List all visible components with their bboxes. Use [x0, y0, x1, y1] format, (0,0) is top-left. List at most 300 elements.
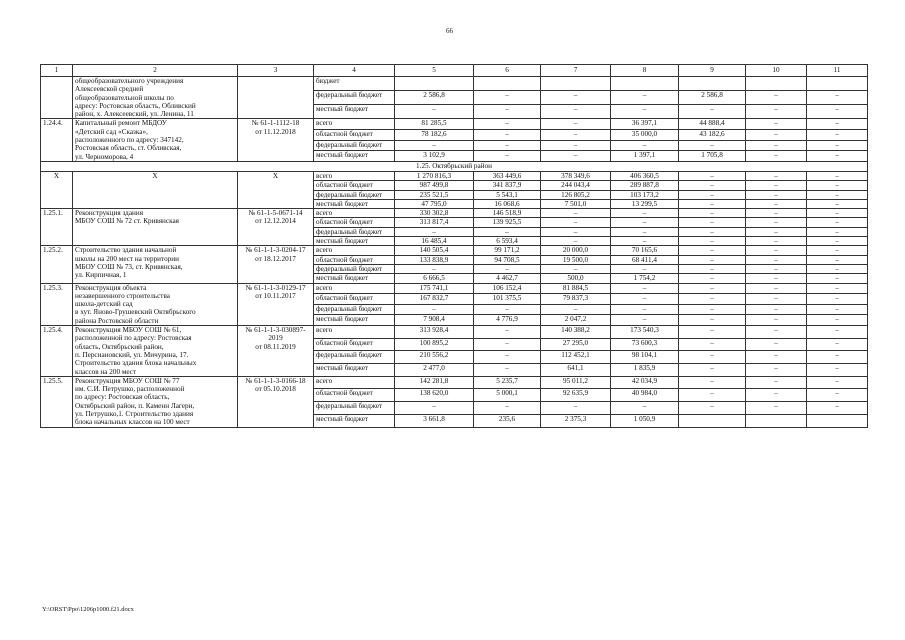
cell-text-line: № 61-1-1-3-0166-18 — [245, 376, 306, 385]
amount-cell: 1 705,8 — [679, 151, 746, 162]
amount-cell: 101 375,5 — [474, 294, 541, 305]
cell-text-line: МБОУ СОШ № 73, ст. Кривянская, — [75, 262, 183, 271]
page-number: 66 — [446, 27, 453, 35]
document-ref-cell — [238, 119, 314, 161]
amount-cell: – — [474, 264, 541, 273]
amount-cell: 406 360,5 — [611, 171, 679, 180]
cell-text-line: от 12.12.2014 — [255, 217, 296, 226]
funding-source-cell: федеральный бюджет — [314, 351, 395, 364]
cell-text-line: Реконструкция МБОУ СОШ № 61, — [75, 326, 182, 335]
amount-cell: 138 620,0 — [395, 389, 474, 402]
document-ref-cell — [238, 283, 314, 325]
table-row — [41, 283, 868, 294]
amount-cell: – — [611, 402, 679, 415]
amount-cell: 4 776,9 — [474, 315, 541, 326]
amount-cell: – — [807, 105, 868, 119]
amount-cell: – — [807, 351, 868, 364]
amount-cell: 7 501,0 — [541, 199, 611, 208]
amount-cell: – — [541, 209, 611, 218]
amount-cell: 6 593,4 — [474, 237, 541, 246]
column-number-cell: 3 — [238, 65, 314, 77]
section-title: 1.25. Октябрьский район — [41, 161, 868, 171]
amount-cell: – — [807, 181, 868, 190]
amount-cell: 6 666,5 — [395, 274, 474, 283]
amount-cell: 140 505,4 — [395, 246, 474, 255]
cell-text-line: от 10.11.2017 — [255, 291, 296, 300]
amount-cell — [541, 77, 611, 91]
funding-source-cell: местный бюджет — [314, 274, 395, 283]
amount-cell: 103 173,2 — [611, 190, 679, 199]
column-number-cell: 9 — [679, 65, 746, 77]
object-name-cell — [73, 209, 238, 246]
amount-cell: 106 152,4 — [474, 283, 541, 294]
amount-cell: 5 543,1 — [474, 190, 541, 199]
amount-cell: – — [746, 119, 807, 130]
amount-cell: 92 635,9 — [541, 389, 611, 402]
amount-cell: – — [746, 389, 807, 402]
amount-cell: 7 908,4 — [395, 315, 474, 326]
amount-cell: – — [807, 199, 868, 208]
amount-cell: – — [807, 237, 868, 246]
amount-cell: 112 452,1 — [541, 351, 611, 364]
amount-cell: 43 182,6 — [679, 130, 746, 141]
amount-cell: 81 884,5 — [541, 283, 611, 294]
funding-source-cell: областной бюджет — [314, 338, 395, 351]
object-name-cell — [73, 326, 238, 377]
amount-cell: 139 925,5 — [474, 218, 541, 227]
amount-cell: 210 556,2 — [395, 351, 474, 364]
amount-cell: – — [395, 227, 474, 236]
funding-source-cell: всего — [314, 246, 395, 255]
document-ref-cell — [238, 326, 314, 377]
amount-cell: – — [395, 402, 474, 415]
amount-cell — [474, 77, 541, 91]
amount-cell: – — [679, 304, 746, 315]
funding-source-cell: областной бюджет — [314, 130, 395, 141]
amount-cell: – — [611, 140, 679, 151]
amount-cell: – — [474, 338, 541, 351]
amount-cell: – — [746, 402, 807, 415]
cell-text-line: школы на 200 мест на территории — [75, 254, 179, 263]
amount-cell: – — [611, 209, 679, 218]
amount-cell: 363 449,6 — [474, 171, 541, 180]
funding-source-cell: местный бюджет — [314, 237, 395, 246]
funding-source-cell: областной бюджет — [314, 389, 395, 402]
cell-text-line: 2019 — [268, 334, 283, 343]
cell-text-line: область, Октябрьский район, — [75, 342, 164, 351]
amount-cell: – — [474, 304, 541, 315]
column-number-row — [41, 65, 868, 77]
funding-source-cell: местный бюджет — [314, 199, 395, 208]
amount-cell: – — [807, 294, 868, 305]
amount-cell: – — [807, 264, 868, 273]
amount-cell: – — [679, 199, 746, 208]
amount-cell: – — [541, 105, 611, 119]
cell-text-line: № 61-1-1-3-030897- — [245, 326, 306, 335]
cell-text-line: расположенной по адресу: Ростовская — [75, 334, 192, 343]
amount-cell: 98 104,1 — [611, 351, 679, 364]
item-number-cell: 1.25.3. — [41, 283, 73, 325]
amount-cell: – — [611, 304, 679, 315]
amount-cell: – — [474, 91, 541, 105]
amount-cell: – — [746, 351, 807, 364]
cell-text-line: МБОУ СОШ № 72 ст. Кривянская — [75, 217, 179, 226]
amount-cell: 13 299,5 — [611, 199, 679, 208]
amount-cell: – — [541, 227, 611, 236]
cell-text-line: классов на 200 мест — [75, 367, 137, 376]
funding-source-cell: федеральный бюджет — [314, 190, 395, 199]
funding-source-cell: областной бюджет — [314, 218, 395, 227]
amount-cell: – — [679, 209, 746, 218]
amount-cell: – — [746, 294, 807, 305]
amount-cell: 2 477,0 — [395, 364, 474, 377]
amount-cell: – — [807, 246, 868, 255]
amount-cell: 2 375,3 — [541, 414, 611, 427]
amount-cell: – — [746, 190, 807, 199]
cell-text-line: блока начальных классов на 100 мест — [75, 418, 190, 427]
cell-text-line: Реконструкция объекта — [75, 283, 147, 292]
amount-cell: – — [541, 130, 611, 141]
cell-text-line: им. С.И. Петрушко, расположенной — [75, 385, 185, 394]
table-row — [41, 246, 868, 255]
cell-text-line: в хут. Яново-Грушевский Октябрьского — [75, 308, 196, 317]
amount-cell: – — [395, 140, 474, 151]
funding-source-cell: федеральный бюджет — [314, 227, 395, 236]
amount-cell: 16 485,4 — [395, 237, 474, 246]
table-row — [41, 376, 868, 389]
amount-cell: – — [541, 140, 611, 151]
amount-cell: – — [746, 326, 807, 339]
amount-cell: 1 270 816,3 — [395, 171, 474, 180]
amount-cell: 19 500,0 — [541, 255, 611, 264]
amount-cell: – — [541, 402, 611, 415]
amount-cell: – — [679, 237, 746, 246]
amount-cell: – — [679, 376, 746, 389]
column-number-cell: 4 — [314, 65, 395, 77]
amount-cell: – — [611, 91, 679, 105]
amount-cell: 73 600,3 — [611, 338, 679, 351]
amount-cell: – — [679, 181, 746, 190]
document-ref-cell — [238, 77, 314, 119]
amount-cell: 289 887,8 — [611, 181, 679, 190]
amount-cell: – — [679, 283, 746, 294]
amount-cell: – — [807, 140, 868, 151]
amount-cell: 313 928,4 — [395, 326, 474, 339]
amount-cell: – — [679, 364, 746, 377]
amount-cell: 5 000,1 — [474, 389, 541, 402]
cell-text-line: расположенного по адресу: 347142, — [75, 136, 184, 145]
item-number-cell: 1.25.1. — [41, 209, 73, 246]
amount-cell: – — [611, 227, 679, 236]
amount-cell: 313 817,4 — [395, 218, 474, 227]
amount-cell: – — [807, 389, 868, 402]
object-name-cell — [73, 246, 238, 283]
amount-cell: – — [395, 304, 474, 315]
funding-source-cell: федеральный бюджет — [314, 264, 395, 273]
amount-cell: 47 795,0 — [395, 199, 474, 208]
document-ref-cell — [238, 209, 314, 246]
amount-cell: – — [679, 190, 746, 199]
amount-cell: 641,1 — [541, 364, 611, 377]
amount-cell: – — [679, 402, 746, 415]
funding-source-cell: местный бюджет — [314, 315, 395, 326]
amount-cell: – — [746, 283, 807, 294]
funding-source-cell: местный бюджет — [314, 364, 395, 377]
funding-source-cell: всего — [314, 209, 395, 218]
amount-cell — [807, 414, 868, 427]
amount-cell: – — [611, 237, 679, 246]
cell-text-line: Строительство здания блока начальных — [75, 359, 197, 368]
funding-source-cell: местный бюджет — [314, 414, 395, 427]
amount-cell: – — [807, 91, 868, 105]
amount-cell: 3 661,8 — [395, 414, 474, 427]
cell-text-line: № 61-1-1112-18 — [251, 119, 300, 128]
cell-text-line: Строительство здания начальной — [75, 246, 177, 255]
amount-cell: 27 295,0 — [541, 338, 611, 351]
amount-cell: – — [474, 227, 541, 236]
amount-cell: – — [746, 91, 807, 105]
amount-cell: – — [679, 274, 746, 283]
amount-cell: 1 754,2 — [611, 274, 679, 283]
amount-cell: – — [474, 364, 541, 377]
column-number-cell: 6 — [474, 65, 541, 77]
column-number-cell: 8 — [611, 65, 679, 77]
funding-source-cell: всего — [314, 326, 395, 339]
amount-cell: – — [807, 338, 868, 351]
item-number-cell: 1.25.4. — [41, 326, 73, 377]
amount-cell: – — [611, 283, 679, 294]
funding-source-cell: всего — [314, 376, 395, 389]
amount-cell: 94 708,5 — [474, 255, 541, 264]
item-number-cell: 1.24.4. — [41, 119, 73, 161]
amount-cell: – — [679, 264, 746, 273]
amount-cell: 378 349,6 — [541, 171, 611, 180]
amount-cell: – — [611, 294, 679, 305]
amount-cell: – — [541, 119, 611, 130]
amount-cell — [746, 414, 807, 427]
amount-cell: – — [746, 151, 807, 162]
amount-cell: 235 521,5 — [395, 190, 474, 199]
amount-cell: – — [807, 227, 868, 236]
amount-cell: – — [474, 151, 541, 162]
amount-cell: – — [679, 227, 746, 236]
amount-cell: – — [679, 246, 746, 255]
amount-cell: 341 837,9 — [474, 181, 541, 190]
cell-text-line: от 08.11.2019 — [255, 342, 296, 351]
amount-cell: 70 165,6 — [611, 246, 679, 255]
amount-cell: – — [611, 218, 679, 227]
table-row — [41, 77, 868, 91]
table-row — [41, 209, 868, 218]
item-number-cell: 1.25.5. — [41, 376, 73, 427]
item-number-cell: X — [41, 171, 73, 208]
column-number-cell: 7 — [541, 65, 611, 77]
item-number-cell — [41, 77, 73, 119]
item-number-cell: 1.25.2. — [41, 246, 73, 283]
amount-cell: 173 540,3 — [611, 326, 679, 339]
amount-cell: – — [807, 364, 868, 377]
amount-cell — [395, 77, 474, 91]
amount-cell: – — [679, 171, 746, 180]
amount-cell: 2 586,8 — [679, 91, 746, 105]
funding-source-cell: федеральный бюджет — [314, 140, 395, 151]
amount-cell: – — [611, 315, 679, 326]
amount-cell: – — [679, 294, 746, 305]
funding-source-cell: местный бюджет — [314, 151, 395, 162]
cell-text-line: № 61-1-5-0671-14 — [248, 209, 303, 218]
amount-cell: 2 047,2 — [541, 315, 611, 326]
amount-cell: – — [679, 105, 746, 119]
amount-cell: 146 518,9 — [474, 209, 541, 218]
amount-cell: 235,6 — [474, 414, 541, 427]
amount-cell: – — [746, 171, 807, 180]
funding-source-cell: бюджет — [314, 77, 395, 91]
cell-text-line: от 11.12.2018 — [255, 127, 296, 136]
amount-cell: – — [541, 151, 611, 162]
amount-cell: – — [746, 274, 807, 283]
amount-cell: – — [807, 151, 868, 162]
column-number-cell: 11 — [807, 65, 868, 77]
cell-text-line: Октябрьский район, п. Каменн Лагери, — [75, 401, 195, 410]
amount-cell: 1 397,1 — [611, 151, 679, 162]
funding-source-cell: федеральный бюджет — [314, 304, 395, 315]
cell-text-line: Реконструкция МБОУ СОШ № 77 — [75, 376, 180, 385]
amount-cell: – — [611, 105, 679, 119]
funding-source-cell: местный бюджет — [314, 105, 395, 119]
table-row — [41, 326, 868, 339]
amount-cell: – — [679, 315, 746, 326]
amount-cell: 42 034,9 — [611, 376, 679, 389]
cell-text-line: № 61-1-1-3-0204-17 — [245, 246, 306, 255]
amount-cell: – — [541, 218, 611, 227]
file-path-footer: Y:\ORST\Ppo\1206p1000.f21.docx — [42, 606, 134, 613]
amount-cell: – — [807, 171, 868, 180]
amount-cell: 68 411,4 — [611, 255, 679, 264]
amount-cell: – — [807, 315, 868, 326]
amount-cell: – — [746, 237, 807, 246]
amount-cell: 1 835,9 — [611, 364, 679, 377]
funding-source-cell: всего — [314, 119, 395, 130]
amount-cell: – — [746, 218, 807, 227]
amount-cell: – — [679, 389, 746, 402]
amount-cell: – — [474, 351, 541, 364]
funding-source-cell: областной бюджет — [314, 181, 395, 190]
amount-cell: 126 805,2 — [541, 190, 611, 199]
amount-cell: 44 888,4 — [679, 119, 746, 130]
amount-cell: 20 000,0 — [541, 246, 611, 255]
amount-cell: – — [807, 130, 868, 141]
cell-text-line: от 05.10.2018 — [255, 385, 296, 394]
amount-cell: – — [807, 283, 868, 294]
funding-source-cell: всего — [314, 283, 395, 294]
amount-cell: – — [746, 338, 807, 351]
amount-cell: – — [541, 264, 611, 273]
amount-cell: – — [746, 199, 807, 208]
document-ref-cell — [238, 376, 314, 427]
amount-cell: – — [746, 264, 807, 273]
cell-text-line: общеобразовательной школы по — [75, 93, 174, 102]
amount-cell: 40 984,0 — [611, 389, 679, 402]
amount-cell: – — [807, 402, 868, 415]
amount-cell: – — [746, 376, 807, 389]
amount-cell: – — [395, 264, 474, 273]
amount-cell: 500,0 — [541, 274, 611, 283]
cell-text-line: школа-детский сад — [75, 300, 133, 309]
financing-table — [40, 64, 868, 428]
amount-cell — [807, 77, 868, 91]
cell-text-line: адресу: Ростовская область, Обливский — [75, 101, 196, 110]
amount-cell: – — [807, 255, 868, 264]
amount-cell: – — [679, 351, 746, 364]
amount-cell: – — [807, 209, 868, 218]
amount-cell: – — [746, 130, 807, 141]
column-number-cell: 1 — [41, 65, 73, 77]
amount-cell: – — [746, 105, 807, 119]
amount-cell: 36 397,1 — [611, 119, 679, 130]
table-row — [41, 119, 868, 130]
amount-cell: – — [746, 304, 807, 315]
amount-cell — [679, 77, 746, 91]
amount-cell: – — [679, 140, 746, 151]
amount-cell: – — [679, 218, 746, 227]
object-name-cell — [73, 77, 238, 119]
section-header-row — [41, 161, 868, 171]
amount-cell: – — [611, 264, 679, 273]
amount-cell: – — [807, 190, 868, 199]
object-name-cell: X — [73, 171, 238, 208]
amount-cell: – — [679, 326, 746, 339]
column-number-cell: 2 — [73, 65, 238, 77]
amount-cell: – — [541, 304, 611, 315]
amount-cell: 175 741,1 — [395, 283, 474, 294]
amount-cell: 100 895,2 — [395, 338, 474, 351]
cell-text-line: ул. Черноморова, 4 — [75, 152, 134, 161]
amount-cell: 35 000,0 — [611, 130, 679, 141]
funding-source-cell: федеральный бюджет — [314, 402, 395, 415]
object-name-cell — [73, 283, 238, 325]
amount-cell: 81 285,5 — [395, 119, 474, 130]
amount-cell: – — [807, 119, 868, 130]
amount-cell: 167 832,7 — [395, 294, 474, 305]
amount-cell: 1 050,9 — [611, 414, 679, 427]
cell-text-line: ул. Петрушко,1. Строительство здания — [75, 409, 194, 418]
amount-cell: 244 043,4 — [541, 181, 611, 190]
funding-source-cell: федеральный бюджет — [314, 91, 395, 105]
amount-cell: 2 586,8 — [395, 91, 474, 105]
amount-cell: – — [679, 255, 746, 264]
amount-cell: – — [746, 209, 807, 218]
amount-cell: – — [474, 402, 541, 415]
cell-text-line: Алексеевской средней — [75, 85, 144, 94]
amount-cell: 95 011,2 — [541, 376, 611, 389]
cell-text-line: «Детский сад «Сказка», — [75, 127, 148, 136]
amount-cell: – — [746, 140, 807, 151]
amount-cell: 99 171,2 — [474, 246, 541, 255]
amount-cell: – — [474, 140, 541, 151]
amount-cell: – — [746, 255, 807, 264]
amount-cell: – — [474, 130, 541, 141]
object-name-cell — [73, 376, 238, 427]
amount-cell: – — [807, 304, 868, 315]
amount-cell: 142 281,8 — [395, 376, 474, 389]
document-ref-cell — [238, 246, 314, 283]
cell-text-line: от 18.12.2017 — [255, 254, 296, 263]
amount-cell: 987 499,8 — [395, 181, 474, 190]
amount-cell: 5 235,7 — [474, 376, 541, 389]
amount-cell: – — [807, 376, 868, 389]
amount-cell: 140 388,2 — [541, 326, 611, 339]
amount-cell: 78 182,6 — [395, 130, 474, 141]
